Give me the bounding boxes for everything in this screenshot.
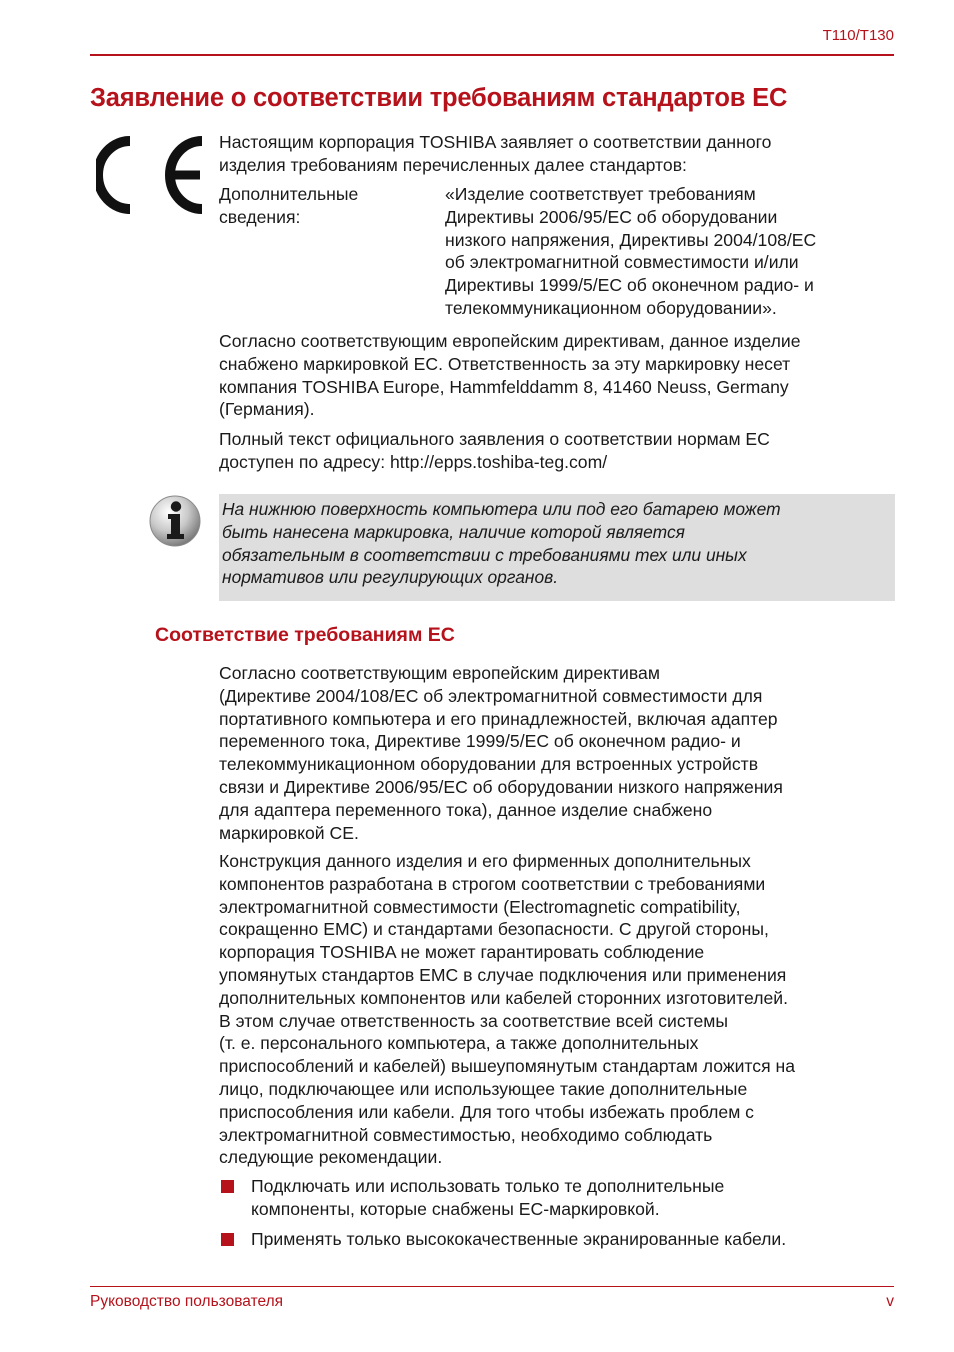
ce-mark-logo: [96, 133, 214, 217]
footer-guide-title: Руководство пользователя: [90, 1293, 284, 1310]
bullet-item-1: Подключать или использовать только те дополнительные компоненты, которые снабжены ЕС-маркировкой.: [251, 1176, 725, 1219]
header-divider: [90, 54, 894, 56]
section-paragraph-2: Конструкция данного изделия и его фирменных дополнительных компонентов разработана в строгом соответствии с требованиями электромагнитной совместимости (Electromagnetic compatibility, сокращенно EMC) и стандартами безопасности. С другой стороны, корпорация TOSHIBA не может гарантировать соблюдение упомянутых стандартов EMC в случае подключения или применения дополнительных компонентов или кабелей сторонних изготовителей. В этом случае ответственность за соответствие всей системы (т. е. персонального компьютера, а также дополнительных приспособлений и кабелей) вышеупомянутым стандартам ложится на лицо, подключающее или использующее такие дополнительные приспособления или кабели. Для того чтобы избежать проблем с электромагнитной совместимостью, необходимо соблюдать следующие рекомендации.: [219, 851, 795, 1168]
info-icon: [148, 494, 202, 548]
bullet-marker: [221, 1180, 234, 1193]
bullet-item-2: Применять только высококачественные экранированные кабели.: [251, 1229, 787, 1249]
bullet-marker: [221, 1233, 234, 1246]
model-header: T110/T130: [822, 27, 894, 44]
additional-info-text: «Изделие соответствует требованиям Директивы 2006/95/EC об оборудовании низкого напряжения, Директивы 2004/108/EC об электромагнитной совместимости и/или Директивы 1999/5/EC об оконечном радио- и телекоммуникационном оборудовании».: [445, 184, 817, 318]
fulltext-paragraph: Полный текст официального заявления о соответствии нормам ЕС доступен по адресу: http://epps.toshiba-teg.com/: [219, 429, 770, 472]
additional-info-label: Дополнительные сведения:: [219, 184, 359, 227]
page-title: Заявление о соответствии требованиям стандартов ЕС: [90, 84, 788, 112]
note-text: На нижнюю поверхность компьютера или под его батарею может быть нанесена маркировка, наличие которой является обязательным в соответствии с требованиями тех или иных нормативов или регулирующих органов.: [222, 499, 781, 588]
page-number: v: [886, 1293, 894, 1310]
footer-divider: [90, 1286, 894, 1287]
section-paragraph-1: Согласно соответствующим европейским директивам (Директиве 2004/108/EC об электромагнитной совместимости для портативного компьютера и его принадлежностей, включая адаптер переменного тока, Директиве 1999/5/EC об оконечном радио- и телекоммуникационном оборудовании для встроенных устройств связи и Директиве 2006/95/EC об оборудовании низкого напряжения для адаптера переменного тока), данное изделие снабжено маркировкой СЕ.: [219, 663, 783, 843]
marking-paragraph: Согласно соответствующим европейским директивам, данное изделие снабжено маркировкой ЕС. Ответственность за эту маркировку несет компания TOSHIBA Europe, Hammfelddamm 8, 41460 Neuss, Germany (Германия).: [219, 331, 801, 420]
intro-text: Настоящим корпорация TOSHIBA заявляет о соответствии данного изделия требованиям перечисленных далее стандартов:: [219, 132, 772, 175]
section-title: Соответствие требованиям ЕС: [155, 624, 455, 646]
